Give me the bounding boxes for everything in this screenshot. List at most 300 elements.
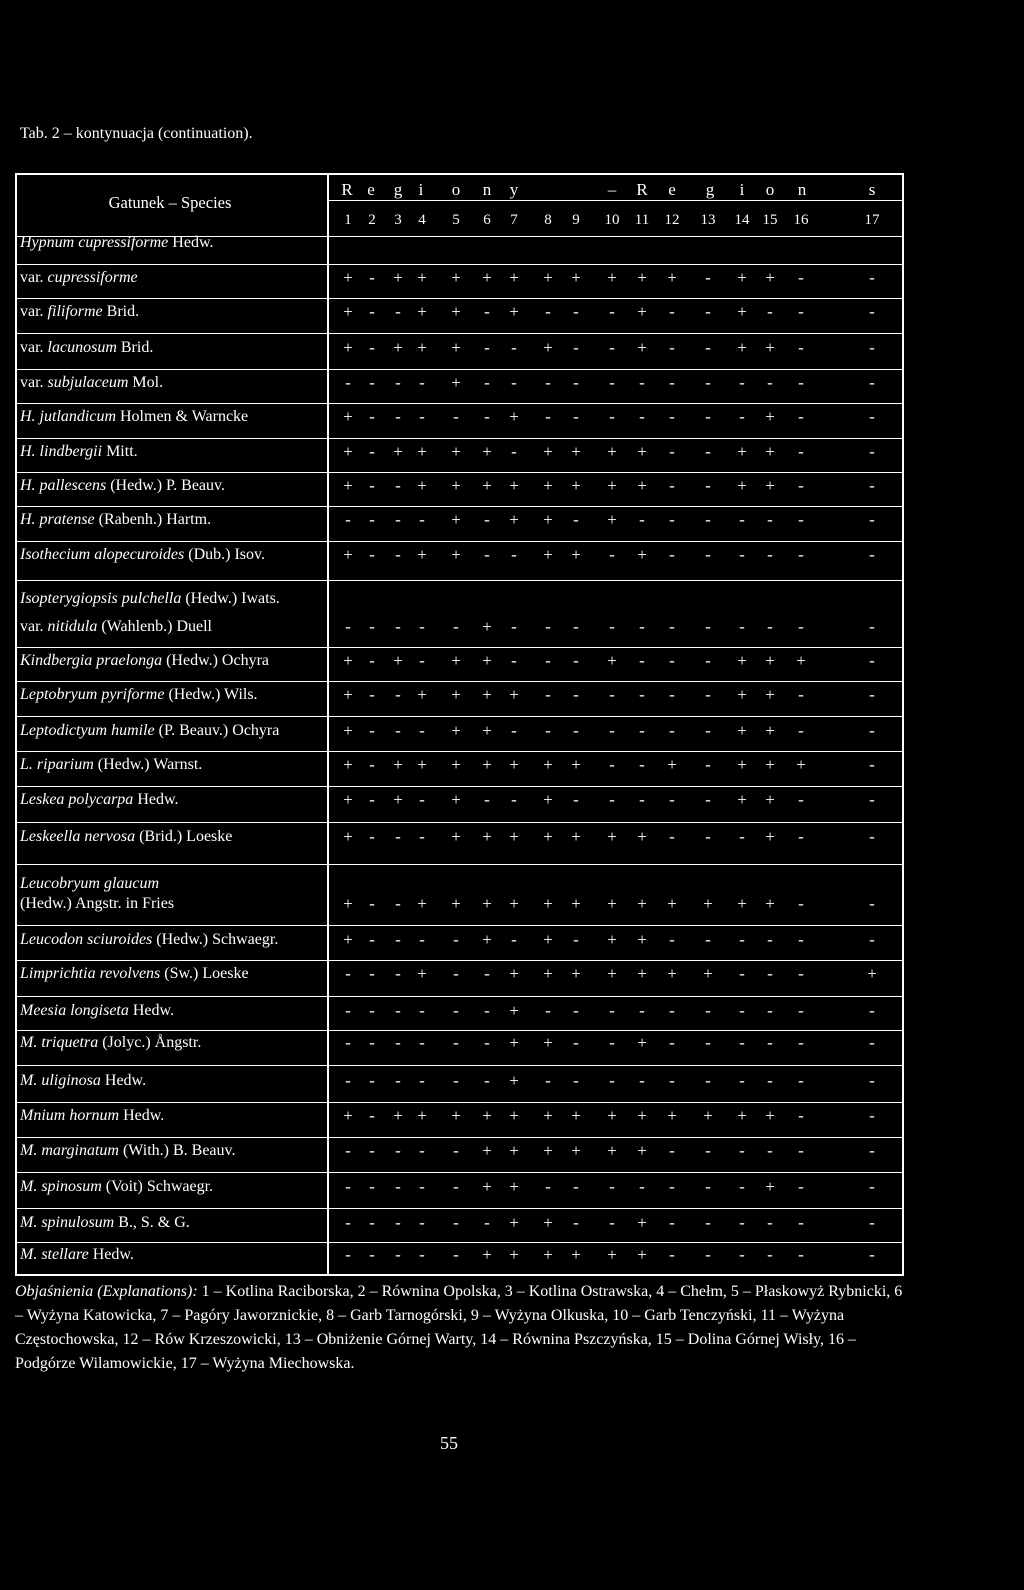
presence-cell: + [343, 755, 353, 774]
presence-cell: + [482, 894, 492, 913]
row-separator [15, 403, 904, 404]
presence-cell: - [395, 827, 401, 846]
row-separator [15, 822, 904, 823]
species-name: M. uliginosa Hedw. [20, 1072, 147, 1089]
presence-cell: - [369, 302, 375, 321]
regions-title-letter: o [451, 180, 461, 199]
presence-cell: + [343, 790, 353, 809]
presence-cell: - [705, 373, 711, 392]
presence-cell: - [705, 755, 711, 774]
species-name: Meesia longiseta Hedw. [20, 1002, 175, 1019]
presence-cell: + [451, 442, 461, 461]
presence-cell: - [739, 545, 745, 564]
species-name: Leucodon sciuroides (Hedw.) Schwaegr. [20, 931, 279, 948]
presence-cell: - [609, 1177, 615, 1196]
species-name: H. pallescens (Hedw.) P. Beauv. [20, 477, 225, 494]
presence-cell: + [571, 1245, 581, 1264]
presence-cell: + [543, 1106, 553, 1125]
presence-cell: - [345, 1213, 351, 1232]
presence-cell: - [869, 1141, 875, 1160]
presence-cell: - [484, 407, 490, 426]
presence-cell: - [484, 302, 490, 321]
presence-cell: + [417, 442, 427, 461]
presence-cell: + [737, 302, 747, 321]
presence-cell: - [798, 1245, 804, 1264]
presence-cell: - [705, 685, 711, 704]
presence-cell: - [484, 1213, 490, 1232]
presence-cell: - [705, 827, 711, 846]
row-separator [15, 786, 904, 787]
row-separator [15, 369, 904, 370]
species-name: Leskea polycarpa Hedw. [20, 791, 179, 808]
row-separator [15, 681, 904, 682]
presence-cell: + [637, 1245, 647, 1264]
species-name: Isopterygiopsis pulchella (Hedw.) Iwats. [20, 590, 280, 607]
presence-cell: + [765, 442, 775, 461]
presence-cell: - [669, 510, 675, 529]
region-number: 17 [864, 212, 880, 228]
presence-cell: - [798, 407, 804, 426]
presence-cell: - [869, 721, 875, 740]
presence-cell: + [509, 827, 519, 846]
species-name: H. lindbergii Mitt. [20, 443, 138, 460]
presence-cell: + [637, 268, 647, 287]
presence-cell: + [393, 1106, 403, 1125]
presence-cell: - [869, 407, 875, 426]
presence-cell: - [739, 510, 745, 529]
presence-cell: - [869, 545, 875, 564]
presence-cell: - [869, 755, 875, 774]
presence-cell: - [453, 1141, 459, 1160]
presence-cell: - [869, 1245, 875, 1264]
presence-cell: - [869, 790, 875, 809]
presence-cell: + [765, 685, 775, 704]
presence-cell: + [509, 510, 519, 529]
presence-cell: - [369, 964, 375, 983]
presence-cell: + [737, 338, 747, 357]
presence-cell: - [798, 964, 804, 983]
presence-cell: - [798, 1141, 804, 1160]
presence-cell: - [639, 373, 645, 392]
presence-cell: - [395, 685, 401, 704]
presence-cell: - [369, 827, 375, 846]
presence-cell: - [545, 721, 551, 740]
species-name: Leptobryum pyriforme (Hedw.) Wils. [20, 686, 258, 703]
presence-cell: - [869, 302, 875, 321]
column-divider [327, 173, 329, 1276]
presence-cell: + [417, 545, 427, 564]
presence-cell: - [395, 373, 401, 392]
presence-cell: + [417, 302, 427, 321]
presence-cell: - [345, 1141, 351, 1160]
regions-title-letter: – [607, 180, 617, 199]
presence-cell: - [395, 1071, 401, 1090]
presence-cell: + [737, 651, 747, 670]
presence-cell: + [343, 1106, 353, 1125]
presence-cell: + [543, 755, 553, 774]
presence-cell: - [345, 1033, 351, 1052]
presence-cell: - [573, 685, 579, 704]
species-name: H. pratense (Rabenh.) Hartm. [20, 511, 212, 528]
presence-cell: + [482, 755, 492, 774]
presence-cell: + [607, 930, 617, 949]
presence-cell: - [639, 407, 645, 426]
row-separator [15, 580, 904, 581]
regions-title-letter: g [705, 180, 715, 199]
regions-title-letter: y [509, 180, 519, 199]
presence-cell: - [369, 268, 375, 287]
presence-cell: - [419, 407, 425, 426]
presence-cell: - [869, 827, 875, 846]
presence-cell: + [509, 1071, 519, 1090]
presence-cell: - [767, 373, 773, 392]
region-number: 13 [700, 212, 716, 228]
presence-cell: + [451, 721, 461, 740]
presence-cell: + [509, 268, 519, 287]
presence-cell: - [511, 930, 517, 949]
presence-cell: + [343, 721, 353, 740]
presence-cell: - [705, 651, 711, 670]
presence-cell: + [765, 790, 775, 809]
presence-cell: + [571, 268, 581, 287]
presence-cell: - [739, 1141, 745, 1160]
row-separator [15, 1172, 904, 1173]
presence-cell: - [369, 1001, 375, 1020]
presence-cell: - [609, 721, 615, 740]
presence-cell: + [607, 827, 617, 846]
presence-cell: + [343, 894, 353, 913]
presence-cell: - [419, 1177, 425, 1196]
notes-text: 1 – Kotlina Raciborska, 2 – Równina Opolska, 3 – Kotlina Ostrawska, 4 – Chełm, 5 – Płaskowyż Rybnicki, 6 – Wyżyna Katowicka, 7 – Pagóry Jaworznickie, 8 – Garb Tarnogórski, 9 – Wyżyna Olkuska, 10 – Garb Tenczyński, 11 – Wyżyna Częstochowska, 12 – Rów Krzeszowicki, 13 – Obniżenie Górnej Warty, 14 – Równina Pszczyńska, 15 – Dolina Górnej Wisły, 16 – Podgórze Wilamowickie, 17 – Wyżyna Miechowska. [15, 1283, 903, 1372]
presence-cell: + [343, 407, 353, 426]
regions-title-letter: R [636, 180, 648, 199]
species-name: M. stellare Hedw. [20, 1246, 134, 1263]
presence-cell: - [345, 1245, 351, 1264]
species-name: Leucobryum glaucum [20, 875, 160, 892]
presence-cell: - [798, 1001, 804, 1020]
presence-cell: + [667, 1106, 677, 1125]
presence-cell: + [607, 476, 617, 495]
presence-cell: + [451, 651, 461, 670]
presence-cell: - [609, 373, 615, 392]
presence-cell: + [737, 755, 747, 774]
presence-cell: - [739, 827, 745, 846]
presence-cell: + [509, 1033, 519, 1052]
presence-cell: - [705, 1071, 711, 1090]
presence-cell: + [737, 721, 747, 740]
presence-cell: - [395, 1177, 401, 1196]
species-name: var. lacunosum Brid. [20, 339, 154, 356]
species-name: Limprichtia revolvens (Sw.) Loeske [20, 965, 249, 982]
presence-cell: - [798, 338, 804, 357]
presence-cell: + [571, 894, 581, 913]
presence-cell: - [739, 1177, 745, 1196]
presence-cell: + [482, 1245, 492, 1264]
presence-cell: - [798, 894, 804, 913]
presence-cell: - [419, 790, 425, 809]
presence-cell: - [669, 407, 675, 426]
presence-cell: - [798, 442, 804, 461]
presence-cell: - [669, 1141, 675, 1160]
presence-cell: - [639, 617, 645, 636]
presence-cell: - [369, 545, 375, 564]
region-number: 16 [793, 212, 809, 228]
presence-cell: - [484, 510, 490, 529]
presence-cell: - [705, 617, 711, 636]
presence-cell: + [543, 476, 553, 495]
presence-cell: + [482, 1177, 492, 1196]
presence-cell: - [453, 407, 459, 426]
presence-cell: - [573, 721, 579, 740]
presence-cell: - [669, 373, 675, 392]
presence-cell: + [417, 964, 427, 983]
presence-cell: + [482, 476, 492, 495]
presence-cell: - [767, 1071, 773, 1090]
presence-cell: + [637, 964, 647, 983]
presence-cell: - [798, 930, 804, 949]
presence-cell: - [639, 790, 645, 809]
presence-cell: + [417, 755, 427, 774]
presence-cell: + [417, 1106, 427, 1125]
presence-cell: - [767, 302, 773, 321]
presence-cell: - [395, 930, 401, 949]
presence-cell: - [369, 721, 375, 740]
presence-cell: - [705, 1213, 711, 1232]
presence-cell: + [482, 827, 492, 846]
presence-cell: - [669, 685, 675, 704]
presence-cell: + [543, 1033, 553, 1052]
presence-cell: - [419, 1141, 425, 1160]
presence-cell: - [573, 407, 579, 426]
presence-cell: - [573, 651, 579, 670]
table-notes [15, 1280, 905, 1376]
presence-cell: + [482, 1141, 492, 1160]
presence-cell: + [637, 930, 647, 949]
species-name: Isothecium alopecuroides (Dub.) Isov. [20, 546, 265, 563]
presence-cell: + [417, 685, 427, 704]
presence-cell: + [543, 1141, 553, 1160]
table-border-left [15, 173, 17, 1276]
presence-cell: - [545, 651, 551, 670]
region-number: 10 [604, 212, 620, 228]
presence-cell: - [369, 1141, 375, 1160]
presence-cell: - [798, 1033, 804, 1052]
presence-cell: - [869, 338, 875, 357]
presence-cell: - [395, 510, 401, 529]
row-separator [15, 1208, 904, 1209]
presence-cell: - [545, 373, 551, 392]
presence-cell: - [669, 790, 675, 809]
presence-cell: - [345, 373, 351, 392]
presence-cell: - [511, 442, 517, 461]
presence-cell: - [739, 964, 745, 983]
presence-cell: + [543, 268, 553, 287]
presence-cell: - [669, 827, 675, 846]
presence-cell: - [669, 930, 675, 949]
presence-cell: + [637, 302, 647, 321]
region-number: 14 [734, 212, 750, 228]
presence-cell: - [669, 338, 675, 357]
presence-cell: + [737, 1106, 747, 1125]
presence-cell: + [343, 545, 353, 564]
presence-cell: - [869, 442, 875, 461]
row-separator [15, 925, 904, 926]
presence-cell: + [667, 755, 677, 774]
presence-cell: + [509, 685, 519, 704]
presence-cell: - [739, 1033, 745, 1052]
presence-cell: - [767, 1245, 773, 1264]
presence-cell: - [869, 651, 875, 670]
presence-cell: - [395, 476, 401, 495]
presence-cell: + [482, 1106, 492, 1125]
presence-cell: + [393, 442, 403, 461]
presence-cell: + [571, 964, 581, 983]
presence-cell: + [737, 442, 747, 461]
presence-cell: + [451, 545, 461, 564]
presence-cell: + [451, 338, 461, 357]
presence-cell: - [545, 1071, 551, 1090]
presence-cell: - [369, 790, 375, 809]
presence-cell: - [609, 407, 615, 426]
presence-cell: - [573, 1033, 579, 1052]
presence-cell: - [798, 617, 804, 636]
presence-cell: + [765, 827, 775, 846]
presence-cell: + [543, 510, 553, 529]
presence-cell: + [482, 721, 492, 740]
presence-cell: - [705, 442, 711, 461]
presence-cell: - [798, 1177, 804, 1196]
species-name: M. marginatum (With.) B. Beauv. [20, 1142, 236, 1159]
presence-cell: + [509, 1213, 519, 1232]
presence-cell: - [767, 930, 773, 949]
presence-cell: - [453, 964, 459, 983]
regions-title-letter: i [418, 180, 424, 199]
presence-cell: + [393, 790, 403, 809]
presence-cell: - [511, 545, 517, 564]
presence-cell: - [798, 790, 804, 809]
presence-cell: - [609, 545, 615, 564]
presence-cell: - [419, 1071, 425, 1090]
presence-cell: - [767, 1001, 773, 1020]
presence-cell: - [669, 1033, 675, 1052]
presence-cell: + [765, 1177, 775, 1196]
species-name: var. nitidula (Wahlenb.) Duell [20, 618, 212, 635]
region-number: 4 [418, 212, 426, 228]
presence-cell: - [798, 827, 804, 846]
presence-cell: - [395, 1245, 401, 1264]
presence-cell: + [765, 338, 775, 357]
presence-cell: + [509, 407, 519, 426]
presence-cell: - [369, 338, 375, 357]
presence-cell: - [419, 1001, 425, 1020]
presence-cell: - [573, 790, 579, 809]
row-separator [15, 751, 904, 752]
presence-cell: + [451, 755, 461, 774]
presence-cell: + [637, 338, 647, 357]
regions-title-letter: e [367, 180, 375, 199]
species-name: (Hedw.) Angstr. in Fries [20, 895, 175, 912]
presence-cell: - [395, 545, 401, 564]
presence-cell: - [345, 1177, 351, 1196]
species-name: Leptodictyum humile (P. Beauv.) Ochyra [20, 722, 280, 739]
presence-cell: + [765, 476, 775, 495]
presence-cell: - [419, 510, 425, 529]
presence-cell: - [369, 442, 375, 461]
presence-cell: + [607, 894, 617, 913]
presence-cell: - [573, 1001, 579, 1020]
presence-cell: - [739, 1071, 745, 1090]
presence-cell: - [573, 373, 579, 392]
presence-cell: - [369, 651, 375, 670]
row-separator [15, 541, 904, 542]
presence-cell: + [451, 476, 461, 495]
presence-cell: + [543, 442, 553, 461]
presence-cell: + [343, 338, 353, 357]
presence-cell: - [395, 302, 401, 321]
presence-cell: - [345, 964, 351, 983]
presence-cell: - [369, 1213, 375, 1232]
presence-cell: - [767, 510, 773, 529]
presence-cell: + [343, 827, 353, 846]
presence-cell: + [765, 894, 775, 913]
presence-cell: + [343, 268, 353, 287]
presence-cell: + [417, 894, 427, 913]
species-name: H. jutlandicum Holmen & Warncke [20, 408, 249, 425]
presence-cell: - [395, 407, 401, 426]
presence-cell: - [869, 1033, 875, 1052]
presence-cell: - [705, 1001, 711, 1020]
presence-cell: - [369, 373, 375, 392]
presence-cell: - [395, 721, 401, 740]
species-name: M. spinosum (Voit) Schwaegr. [20, 1178, 214, 1195]
presence-cell: + [607, 1141, 617, 1160]
presence-cell: - [669, 545, 675, 564]
species-name: L. riparium (Hedw.) Warnst. [20, 756, 203, 773]
presence-cell: + [637, 827, 647, 846]
species-name: M. spinulosum B., S. & G. [20, 1214, 190, 1231]
presence-cell: + [509, 1106, 519, 1125]
presence-cell: + [482, 685, 492, 704]
presence-cell: - [705, 1245, 711, 1264]
presence-cell: - [639, 755, 645, 774]
row-separator [15, 298, 904, 299]
presence-cell: - [511, 373, 517, 392]
presence-cell: - [609, 617, 615, 636]
row-separator [15, 1102, 904, 1103]
presence-cell: + [571, 442, 581, 461]
row-separator [15, 647, 904, 648]
region-number: 3 [394, 212, 402, 228]
presence-cell: + [796, 651, 806, 670]
presence-cell: + [737, 268, 747, 287]
regions-title-letter: n [482, 180, 492, 199]
presence-cell: + [543, 930, 553, 949]
presence-cell: - [419, 1033, 425, 1052]
presence-cell: - [669, 1245, 675, 1264]
regions-title-letter: e [668, 180, 676, 199]
presence-cell: - [798, 268, 804, 287]
species-name: Mnium hornum Hedw. [20, 1107, 165, 1124]
presence-cell: + [509, 476, 519, 495]
presence-cell: - [573, 617, 579, 636]
presence-cell: - [419, 1213, 425, 1232]
presence-cell: - [705, 1141, 711, 1160]
presence-cell: + [543, 1245, 553, 1264]
presence-cell: + [637, 1141, 647, 1160]
presence-cell: + [451, 1106, 461, 1125]
presence-cell: - [869, 373, 875, 392]
presence-cell: - [419, 1245, 425, 1264]
